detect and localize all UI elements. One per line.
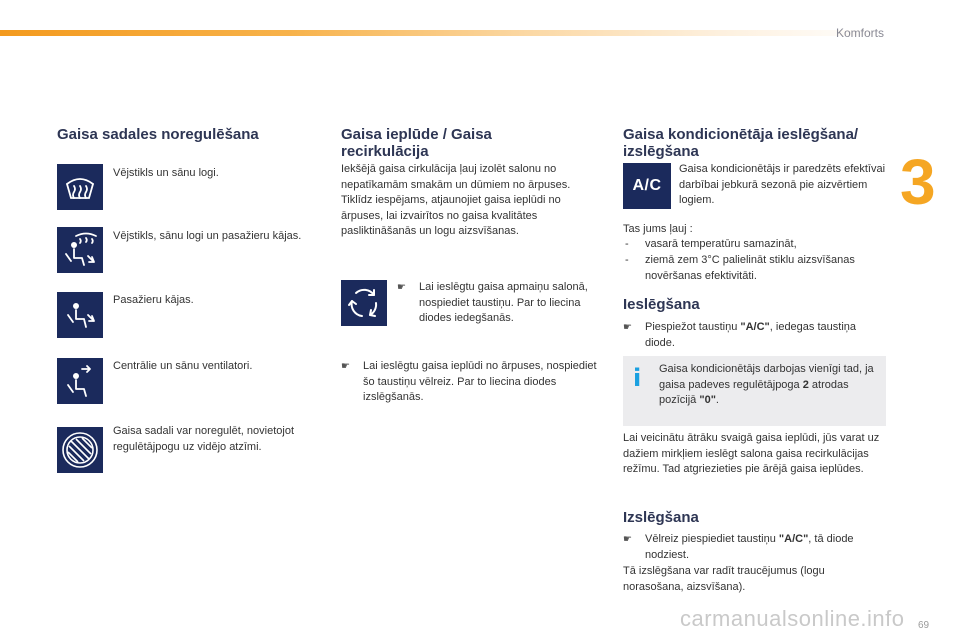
- windshield-feet-icon: [57, 227, 103, 273]
- feet-airflow-icon: [57, 292, 103, 338]
- distribution-title: Gaisa sadales noregulēšana: [57, 126, 259, 143]
- distribution-dial-icon: [57, 427, 103, 473]
- recirculation-icon: [341, 280, 387, 326]
- ac-key-label-off: "A/C": [778, 533, 809, 545]
- ac-description: Gaisa kondicionētājs ir paredzēts efektīvai darbībai jebkurā sezonā pie aizvērtiem logiem.: [679, 163, 886, 206]
- ac-title: Gaisa kondicionētāja ieslēgšana/ izslēgšana: [623, 126, 859, 160]
- face-vents-icon: [57, 358, 103, 404]
- ac-benefit-1: - vasarā temperatūru samazināt,: [625, 238, 797, 250]
- switch-off-bullet: [623, 532, 887, 563]
- switch-off-note: Tā izslēgšana var radīt traucējumus (logu norasošana, aizsvīšana).: [623, 565, 825, 593]
- info-text: [659, 362, 877, 409]
- switch-on-bullet: [623, 320, 887, 351]
- item-feet-text: Pasažieru kājas.: [113, 294, 194, 306]
- item-dial-text: Gaisa sadali var noregulēt, novietojot regulētājpogu uz vidējo atzīmi.: [113, 425, 294, 453]
- info-text-b: atrodas pozīcijā: [659, 378, 849, 406]
- bullet-arrow-icon: ☛: [341, 361, 350, 372]
- switch-on-text-end: , iedegas taustiņa diode.: [645, 321, 856, 349]
- switch-on-text: Piespiežot taustiņu: [645, 321, 741, 333]
- item-vents-text: Centrālie un sānu ventilatori.: [113, 360, 253, 372]
- chapter-number: 3: [900, 146, 936, 218]
- ac-key-label: "A/C": [740, 321, 770, 333]
- ac-benefit-2-text: ziemā zem 3°C palielināt stiklu aizsvīšanas novēršanas efektivitāti.: [645, 254, 855, 282]
- info-text-a: Gaisa kondicionētājs darbojas vienīgi tad, ja gaisa padeves regulētājpoga: [659, 363, 874, 391]
- info-position: "0": [699, 394, 716, 406]
- bullet-arrow-icon: ☛: [623, 322, 632, 333]
- info-text-c: .: [715, 394, 719, 406]
- item-windshield-text: Vējstikls un sānu logi.: [113, 167, 219, 179]
- recirculation-off-bullet: [341, 359, 603, 406]
- ac-button-icon: [623, 163, 671, 209]
- recirculation-on-bullet: [397, 280, 603, 327]
- info-knob-number: 2: [802, 378, 809, 391]
- section-title: Komforts: [835, 26, 884, 40]
- switch-off-text-end: , tā diode nodziest.: [645, 533, 854, 561]
- header-accent-bar: [0, 30, 960, 36]
- ac-benefit-1-text: vasarā temperatūru samazināt,: [645, 238, 797, 250]
- info-icon: i: [633, 364, 642, 392]
- bullet-arrow-icon: ☛: [397, 282, 406, 293]
- info-box: [623, 356, 886, 426]
- recirculation-off-text: Lai ieslēgtu gaisa ieplūdi no ārpuses, nospiediet šo taustiņu vēlreiz. Par to liecina diodes izslēgšanās.: [363, 360, 597, 403]
- recirculation-title: Gaisa ieplūde / Gaisa recirkulācija: [341, 126, 492, 160]
- ac-allows: Tas jums ļauj :: [623, 223, 693, 235]
- ac-label: A/C: [632, 177, 662, 194]
- page-number: 69: [918, 620, 930, 631]
- switch-off-title: Izslēgšana: [623, 509, 699, 526]
- recirculation-intro: Iekšējā gaisa cirkulācija ļauj izolēt salonu no nepatīkamām smakām un dūmiem no ārpuses. Tiklīdz iespējams, atjaunojiet gaisa ieplūdi no ārpuses, lai izvairītos no gaisa kvalitātes pasliktināšanās un logu aizsvīšanas.: [341, 163, 571, 237]
- item-windshield-feet-text: Vējstikls, sānu logi un pasažieru kājas.: [113, 230, 302, 242]
- bullet-arrow-icon: ☛: [623, 534, 632, 545]
- windshield-defrost-icon: [57, 164, 103, 210]
- ac-benefit-2: - ziemā zem 3°C palielināt stiklu aizsvīšanas novēršanas efektivitāti.: [625, 254, 855, 282]
- switch-off-text: Vēlreiz piespiediet taustiņu: [645, 533, 779, 545]
- fresh-air-tip: Lai veicinātu ātrāku svaigā gaisa ieplūdi, jūs varat uz dažiem mirkļiem ieslēgt salona gaisa recirkulācijas režīmu. Tad atgriezieties pie ārējā gaisa ieplūdes.: [623, 432, 880, 475]
- switch-on-title: Ieslēgšana: [623, 296, 700, 313]
- watermark: carmanualsonline.info: [680, 606, 905, 631]
- recirculation-on-text: Lai ieslēgtu gaisa apmaiņu salonā, nospiediet taustiņu. Par to liecina diodes iedegšanās.: [419, 281, 588, 324]
